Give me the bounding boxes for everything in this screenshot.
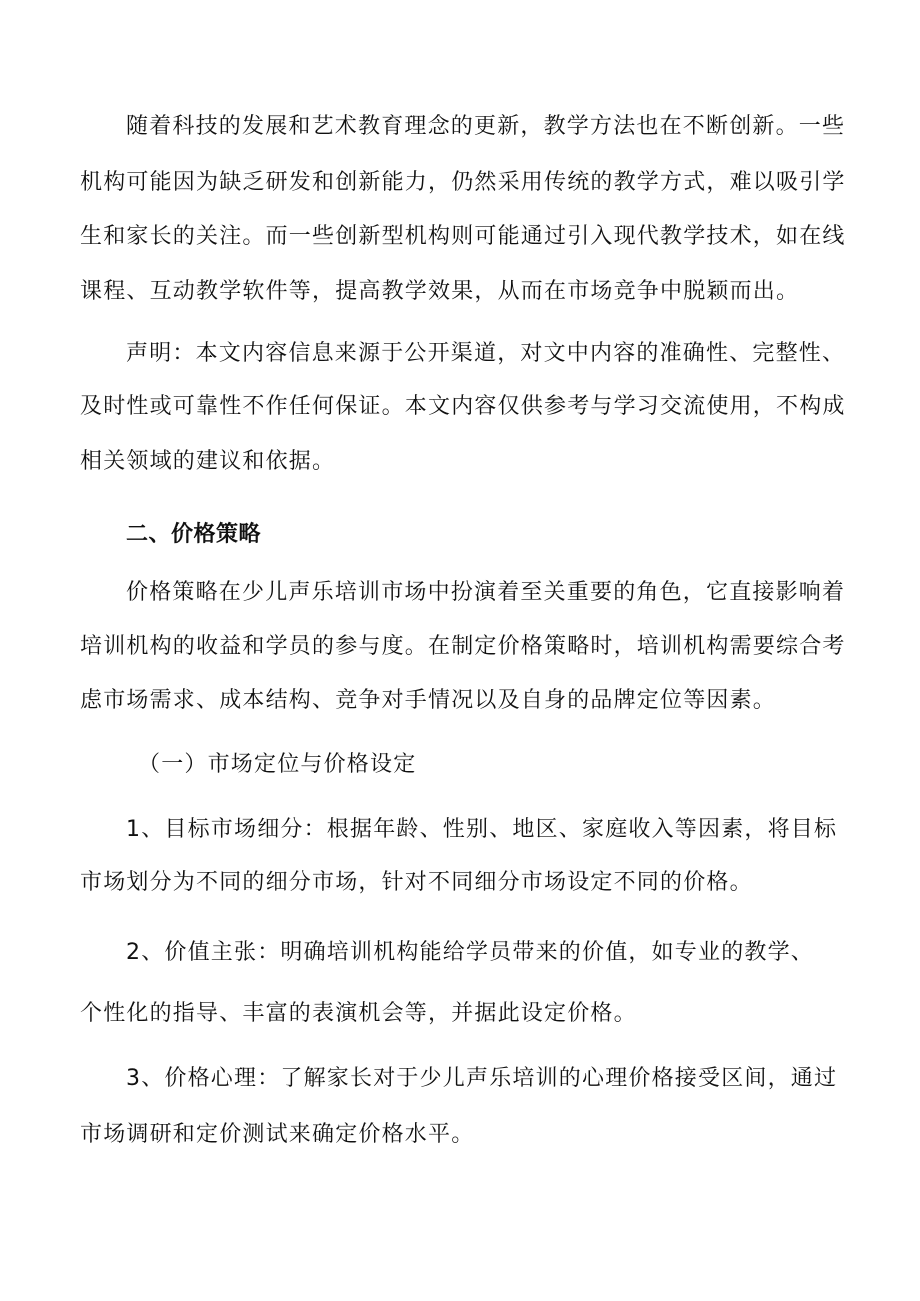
paragraph-1-line-3: 生和家长的关注。而一些创新型机构则可能通过引入现代教学技术，如在线 bbox=[80, 224, 846, 249]
paragraph-2-line-3: 虑市场需求、成本结构、竞争对手情况以及自身的品牌定位等因素。 bbox=[80, 688, 777, 713]
disclaimer-line-1: 声明：本文内容信息来源于公开渠道，对文中内容的准确性、完整性、 bbox=[126, 341, 846, 366]
subsection-heading: （一）市场定位与价格设定 bbox=[138, 752, 417, 777]
item-3-line-1: 3、价格心理：了解家长对于少儿声乐培训的心理价格接受区间，通过 bbox=[126, 1066, 838, 1091]
paragraph-1-line-4: 课程、互动教学软件等，提高教学效果，从而在市场竞争中脱颖而出。 bbox=[80, 279, 800, 304]
paragraph-1-line-1: 随着科技的发展和艺术教育理念的更新，教学方法也在不断创新。一些 bbox=[126, 114, 846, 139]
item-1-line-1: 1、目标市场细分：根据年龄、性别、地区、家庭收入等因素，将目标 bbox=[126, 817, 838, 842]
paragraph-1-line-2: 机构可能因为缺乏研发和创新能力，仍然采用传统的教学方式，难以吸引学 bbox=[80, 170, 846, 195]
item-2-line-2: 个性化的指导、丰富的表演机会等，并据此设定价格。 bbox=[80, 1001, 637, 1026]
item-2-line-1: 2、价值主张：明确培训机构能给学员带来的价值，如专业的教学、 bbox=[126, 940, 814, 965]
item-1-line-2: 市场划分为不同的细分市场，针对不同细分市场设定不同的价格。 bbox=[80, 870, 753, 895]
paragraph-2-line-1: 价格策略在少儿声乐培训市场中扮演着至关重要的角色，它直接影响着 bbox=[126, 580, 846, 605]
disclaimer-line-2: 及时性或可靠性不作任何保证。本文内容仅供参考与学习交流使用，不构成 bbox=[80, 394, 846, 419]
section-heading: 二、价格策略 bbox=[126, 522, 262, 547]
item-3-line-2: 市场调研和定价测试来确定价格水平。 bbox=[80, 1122, 475, 1147]
disclaimer-line-3: 相关领域的建议和依据。 bbox=[80, 449, 336, 474]
paragraph-2-line-2: 培训机构的收益和学员的参与度。在制定价格策略时，培训机构需要综合考 bbox=[80, 634, 846, 659]
